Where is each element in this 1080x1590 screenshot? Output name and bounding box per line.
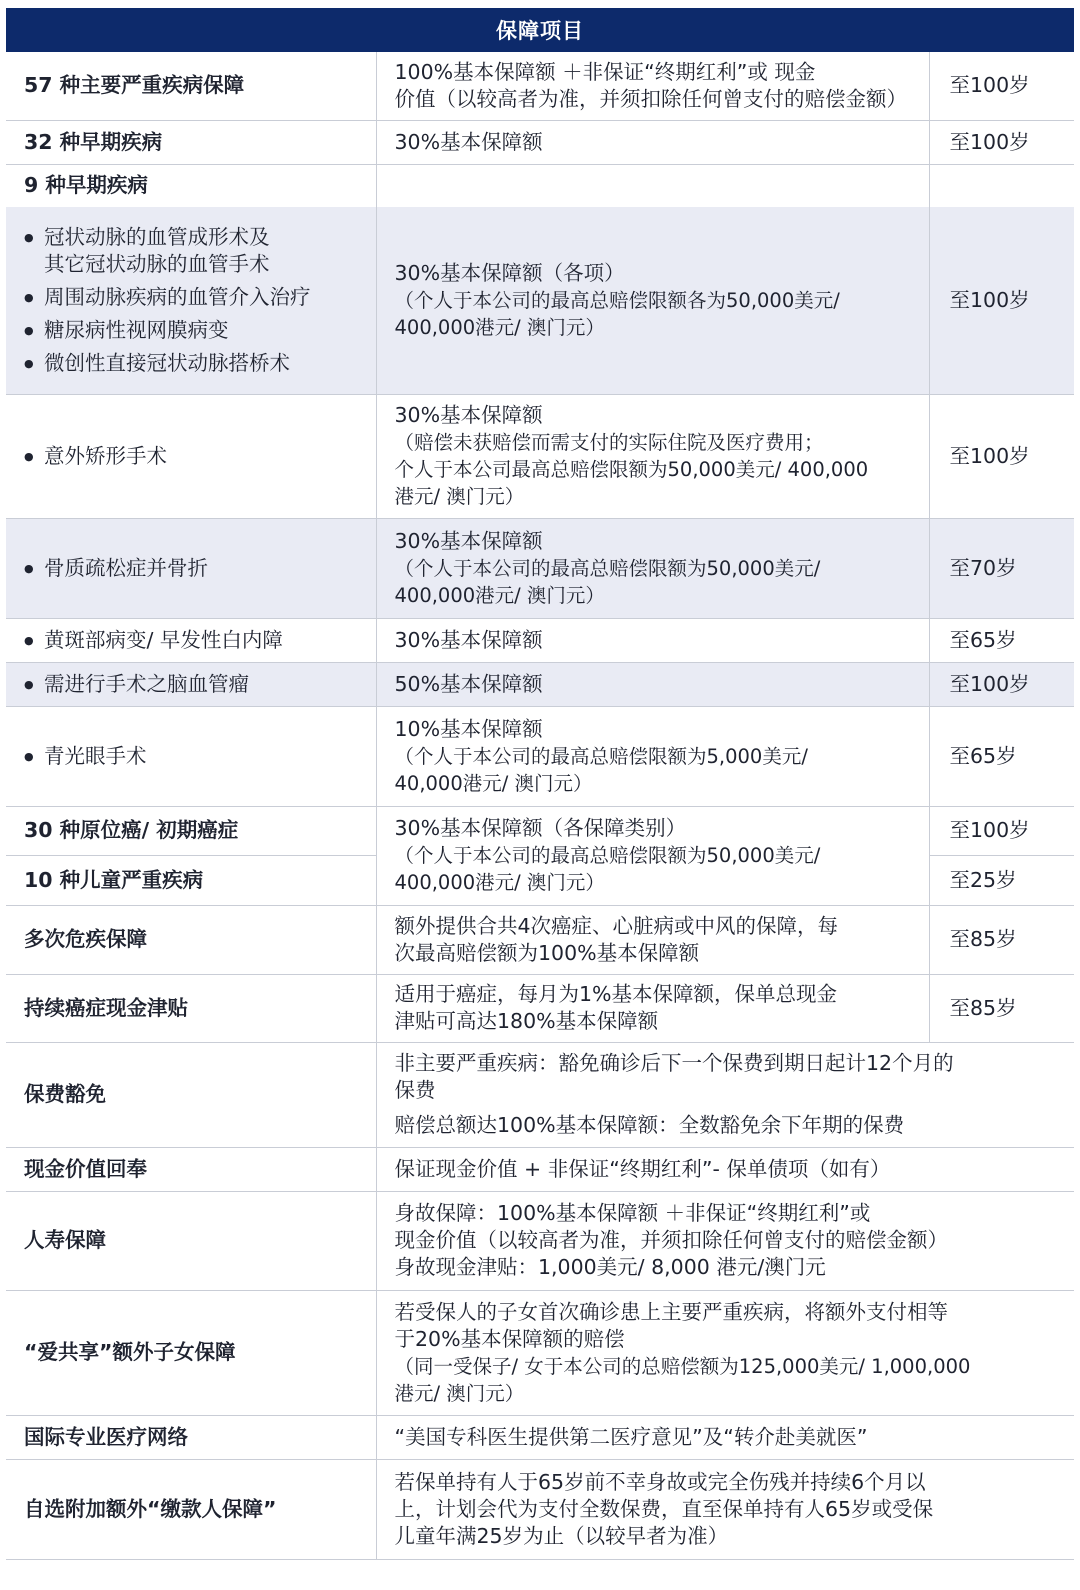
row-age: 至85岁: [929, 905, 1074, 974]
row-description: 30%基本保障额: [376, 120, 929, 164]
row-description: [376, 52, 929, 120]
desc-line: 若受保人的子女首次确诊患上主要严重疾病，将额外支付相等: [394, 1299, 948, 1324]
desc-line: （赔偿未获赔偿而需支付的实际住院及医疗费用；: [394, 431, 824, 454]
desc-line: （个人于本公司的最高总赔偿限额为50,000美元/: [394, 556, 821, 580]
desc-line: 若保单持有人于65岁前不幸身故或完全伤残并持续6个月以: [394, 1469, 926, 1494]
desc-line: 身故现金津贴：1,000美元/ 8,000 港元/澳门元: [394, 1255, 826, 1279]
table-row: [6, 905, 1074, 974]
desc-line: 10%基本保障额: [394, 716, 543, 741]
table-header-row: [6, 8, 1074, 52]
desc-line: 适用于癌症，每月为1%基本保障额，保单总现金: [394, 982, 838, 1006]
desc-line: 港元/ 澳门元）: [394, 1381, 525, 1405]
table-row: [6, 1191, 1074, 1290]
desc-line: 30%基本保障额（各项）: [394, 260, 625, 285]
table-row: [6, 120, 1074, 164]
benefits-table-container: [6, 8, 1074, 1560]
desc-line: 个人于本公司最高总赔偿限额为50,000美元/ 400,000: [394, 458, 869, 481]
desc-line: （个人于本公司的最高总赔偿限额为50,000美元/: [394, 844, 821, 867]
desc-line: 现金价值（以较高者为准，并须扣除任何曾支付的赔偿金额）: [394, 1228, 948, 1252]
bullet-item: ● 需进行手术之脑血管瘤: [24, 671, 358, 698]
row-description: [376, 974, 929, 1042]
desc-line: 儿童年满25岁为止（以较早者为准）: [394, 1523, 729, 1548]
row-description: [376, 905, 929, 974]
row-label: [6, 662, 376, 706]
desc-line: 400,000港元/ 澳门元）: [394, 871, 605, 894]
row-description: [376, 164, 929, 207]
row-age: 至85岁: [929, 974, 1074, 1042]
row-age: [929, 164, 1074, 207]
row-age: 至25岁: [929, 855, 1074, 905]
bullet-item: ● 冠状动脉的血管成形术及: [24, 224, 358, 251]
row-label: [6, 706, 376, 806]
table-row: [6, 52, 1074, 120]
desc-line: （同一受保子/ 女于本公司的总赔偿额为125,000美元/ 1,000,000: [394, 1354, 971, 1378]
row-description: [376, 207, 929, 394]
row-label: 自选附加额外“缴款人保障”: [6, 1459, 376, 1559]
desc-line: 上，计划会代为支付全数保费，直至保单持有人65岁或受保: [394, 1496, 934, 1521]
row-label: 保费豁免: [6, 1042, 376, 1147]
row-description: [376, 1191, 1074, 1290]
table-row: [6, 518, 1074, 618]
row-label: 32 种早期疾病: [6, 120, 376, 164]
row-description: [376, 1290, 1074, 1415]
desc-line: 30%基本保障额: [394, 403, 543, 427]
table-row: [6, 974, 1074, 1042]
bullet-item: ● 青光眼手术: [24, 743, 358, 770]
row-label: 10 种儿童严重疾病: [6, 855, 376, 905]
table-row: [6, 1459, 1074, 1559]
table-row: [6, 706, 1074, 806]
desc-line: 于20%基本保障额的赔偿: [394, 1326, 625, 1351]
desc-line: 30%基本保障额（各保障类别）: [394, 816, 687, 840]
desc-line: 100%基本保障额 ＋非保证“终期红利”或 现金: [394, 59, 816, 84]
row-label: 多次危疾保障: [6, 905, 376, 974]
row-description: [376, 1042, 1074, 1147]
desc-line: 保费: [394, 1078, 436, 1102]
desc-line: 400,000港元/ 澳门元）: [394, 583, 605, 607]
row-age: 至100岁: [929, 662, 1074, 706]
desc-line: 额外提供合共4次癌症、心脏病或中风的保障，每: [394, 913, 839, 938]
row-description: 30%基本保障额: [376, 618, 929, 662]
row-label: 30 种原位癌/ 初期癌症: [6, 806, 376, 855]
desc-line: 身故保障：100%基本保障额 ＋非保证“终期红利”或: [394, 1201, 871, 1225]
desc-line: 港元/ 澳门元）: [394, 485, 525, 508]
row-age: 至100岁: [929, 806, 1074, 855]
table-row: [6, 1147, 1074, 1191]
row-label: 人寿保障: [6, 1191, 376, 1290]
row-label: 57 种主要严重疾病保障: [6, 52, 376, 120]
row-description: “美国专科医生提供第二医疗意见”及“转介赴美就医”: [376, 1415, 1074, 1459]
row-description: [376, 1459, 1074, 1559]
table-row: [6, 1042, 1074, 1147]
row-age: 至100岁: [929, 207, 1074, 394]
row-label: [6, 394, 376, 518]
desc-line: 价值（以较高者为准，并须扣除任何曾支付的赔偿金额）: [394, 86, 907, 111]
desc-line: 30%基本保障额: [394, 528, 543, 553]
desc-line: 400,000港元/ 澳门元）: [394, 315, 605, 339]
desc-line: （个人于本公司的最高总赔偿限额各为50,000美元/: [394, 288, 840, 312]
row-description: [376, 518, 929, 618]
desc-line: 次最高赔偿额为100%基本保障额: [394, 940, 700, 965]
row-label: 国际专业医疗网络: [6, 1415, 376, 1459]
row-description: [376, 394, 929, 518]
bullet-item: ● 糖尿病性视网膜病变: [24, 317, 358, 344]
row-age: 至70岁: [929, 518, 1074, 618]
desc-line: 津贴可高达180%基本保障额: [394, 1009, 659, 1033]
row-age: 至100岁: [929, 394, 1074, 518]
bullet-item: ● 黄斑部病变/ 早发性白内障: [24, 627, 358, 654]
desc-line: 40,000港元/ 澳门元）: [394, 771, 593, 795]
table-header: 保障项目: [6, 8, 1074, 52]
bullet-item-cont: 其它冠状动脉的血管手术: [44, 251, 270, 276]
bullet-item: ● 周围动脉疾病的血管介入治疗: [24, 284, 358, 311]
table-row: [6, 618, 1074, 662]
table-row: [6, 1290, 1074, 1415]
desc-line: 赔偿总额达100%基本保障额：全数豁免余下年期的保费: [394, 1113, 905, 1137]
row-label: [6, 207, 376, 394]
row-label: 持续癌症现金津贴: [6, 974, 376, 1042]
row-age: 至100岁: [929, 52, 1074, 120]
row-age: 至65岁: [929, 706, 1074, 806]
row-label: [6, 518, 376, 618]
row-description: [376, 806, 929, 905]
table-row: [6, 806, 1074, 855]
table-row: [6, 207, 1074, 394]
table-row: [6, 662, 1074, 706]
bullet-item: ● 微创性直接冠状动脉搭桥术: [24, 350, 358, 377]
row-label: “爱共享”额外子女保障: [6, 1290, 376, 1415]
row-description: 保证现金价值 + 非保证“终期红利”- 保单债项（如有）: [376, 1147, 1074, 1191]
benefits-table: [6, 8, 1074, 1560]
desc-line: （个人于本公司的最高总赔偿限额为5,000美元/: [394, 744, 808, 768]
desc-line: 非主要严重疾病：豁免确诊后下一个保费到期日起计12个月的: [394, 1051, 954, 1075]
row-label: [6, 618, 376, 662]
bullet-item: ● 意外矫形手术: [24, 443, 358, 470]
table-row: [6, 1415, 1074, 1459]
row-age: 至100岁: [929, 120, 1074, 164]
row-label: 现金价值回奉: [6, 1147, 376, 1191]
line-gap: [395, 1104, 1057, 1112]
row-description: [376, 706, 929, 806]
table-row: [6, 164, 1074, 207]
row-label: 9 种早期疾病: [24, 173, 148, 198]
table-row: [6, 394, 1074, 518]
row-description: 50%基本保障额: [376, 662, 929, 706]
bullet-item: ● 骨质疏松症并骨折: [24, 555, 358, 582]
row-age: 至65岁: [929, 618, 1074, 662]
